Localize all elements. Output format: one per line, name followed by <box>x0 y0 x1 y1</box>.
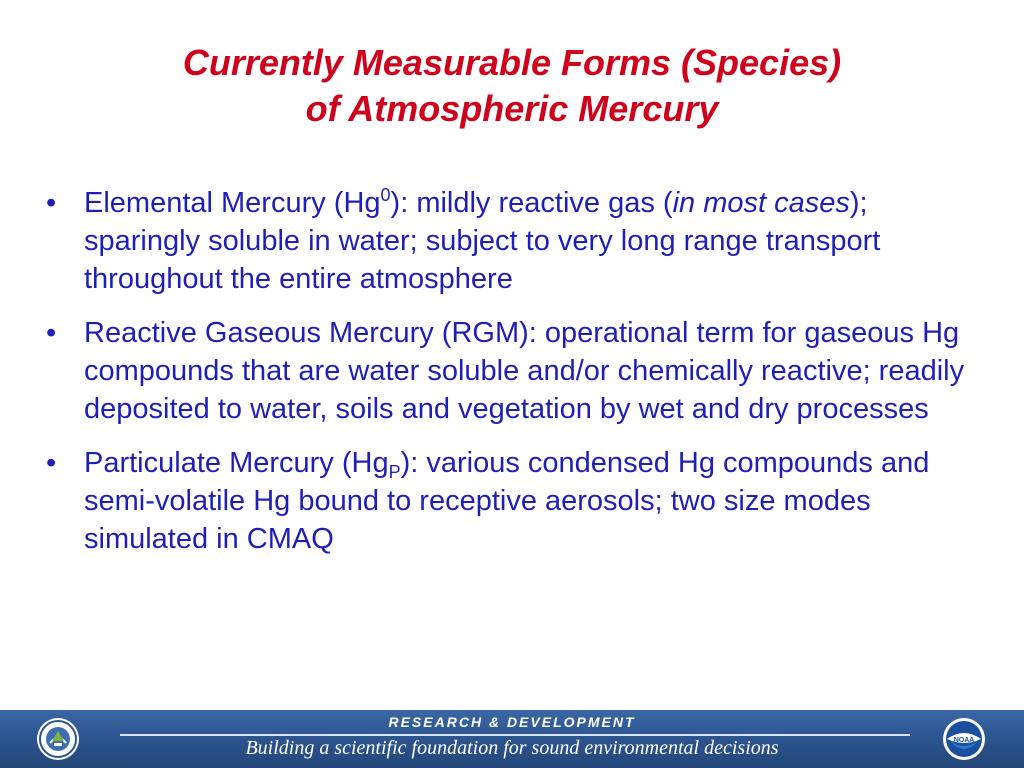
bullet-text-part: ); sparingly soluble in water; subject to very long range transport throughout the entire atmosphere <box>84 187 881 295</box>
noaa-logo-text: NOAA <box>953 737 975 744</box>
bullet-text: Reactive Gaseous Mercury (RGM): operational term for gaseous Hg compounds that are water soluble and/or chemically reactive; readily deposited to water, soils and vegetation by wet and dry processes <box>84 317 965 425</box>
bullet-marker: • <box>46 447 57 479</box>
noaa-logo <box>942 717 986 761</box>
bullet-item-reactive-gaseous-mercury <box>46 314 976 428</box>
bullet-text <box>84 187 880 295</box>
footer-research-text: RESEARCH & DEVELOPMENT <box>388 714 636 730</box>
bullet-text-part: ): various condensed Hg compounds and semi-volatile Hg bound to receptive aerosols; two size modes simulated in CMAQ <box>84 447 930 555</box>
bullet-text-part: Elemental Mercury (Hg <box>84 187 381 219</box>
bullet-text <box>84 447 929 555</box>
italic-phrase: in most cases <box>672 187 850 219</box>
bullet-marker: • <box>46 317 57 349</box>
bullet-text-part: Particulate Mercury (Hg <box>84 447 389 479</box>
slide-title <box>0 40 1024 132</box>
bullet-text-part: ): mildly reactive gas ( <box>390 187 673 219</box>
slide-title-line-2: of Atmospheric Mercury <box>305 88 719 129</box>
bullet-item-elemental-mercury <box>46 184 976 298</box>
subscript-p: P <box>388 462 401 482</box>
footer-banner <box>0 710 1024 768</box>
slide-title-line-1: Currently Measurable Forms (Species) <box>182 42 842 83</box>
footer-tagline: Building a scientific foundation for sound environmental decisions <box>245 737 779 759</box>
footer-divider <box>120 734 910 736</box>
superscript-zero: 0 <box>380 185 391 205</box>
bullet-list <box>46 184 976 574</box>
bullet-item-particulate-mercury <box>46 444 976 558</box>
bullet-marker: • <box>46 187 57 219</box>
